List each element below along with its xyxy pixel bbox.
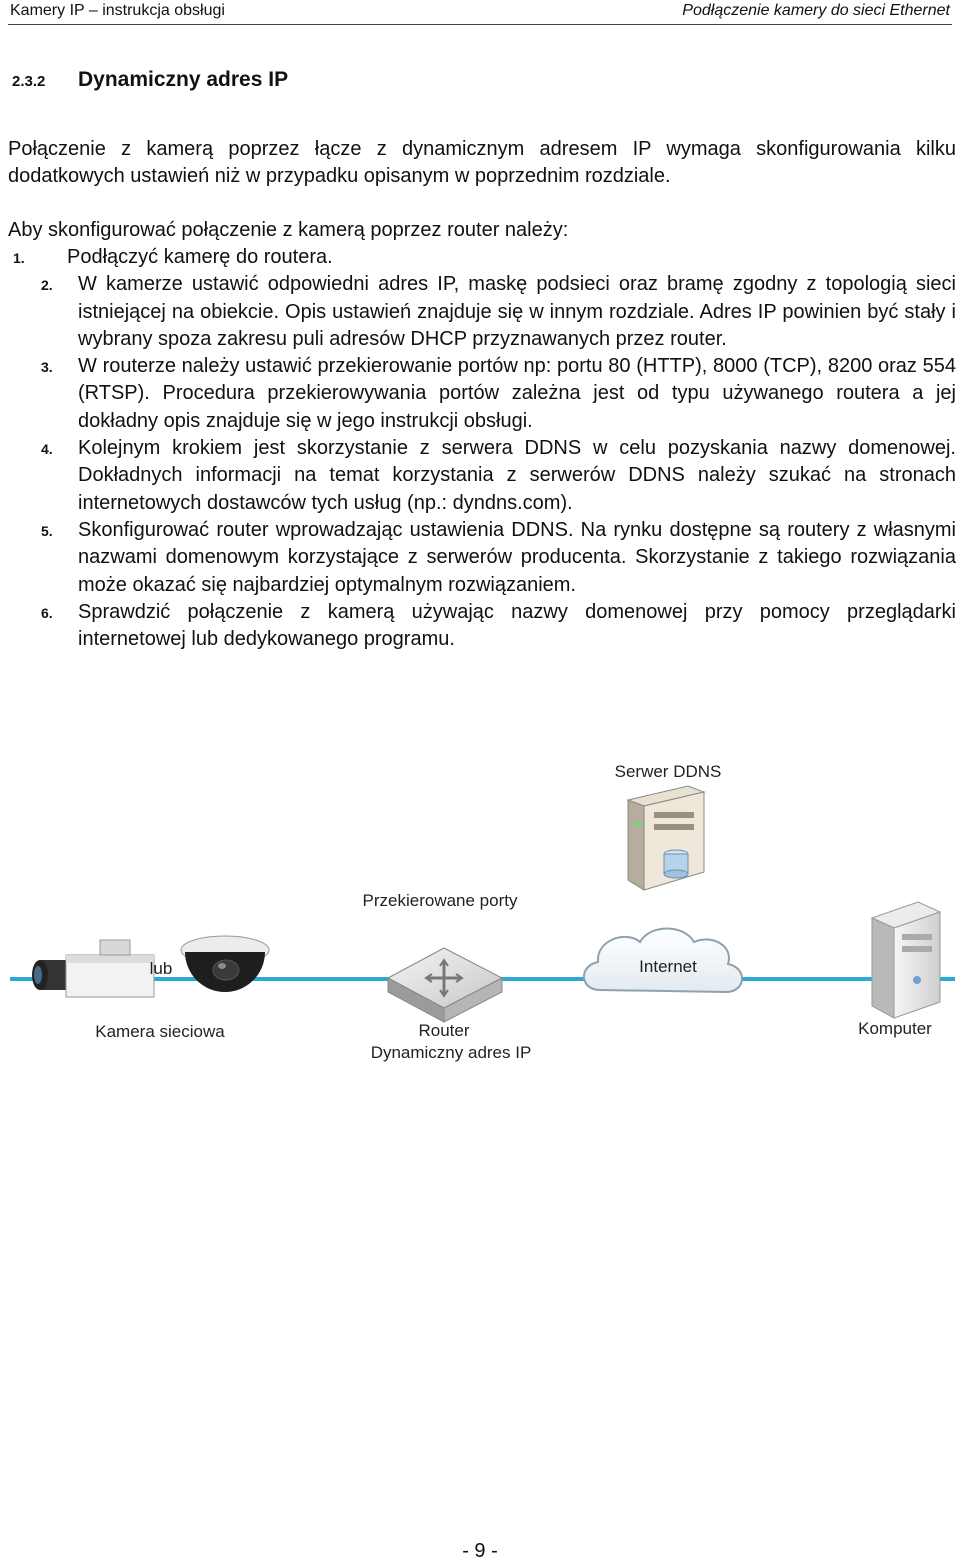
- list-item: [8, 353, 956, 435]
- computer-label: Komputer: [858, 1019, 932, 1038]
- step-number: 2.: [41, 277, 53, 294]
- page-number: - 9 -: [462, 1540, 498, 1562]
- list-item: [8, 599, 956, 654]
- steps-list: [8, 244, 956, 653]
- box-camera-icon: [32, 940, 154, 997]
- section-title: Dynamiczny adres IP: [78, 68, 289, 91]
- section-heading: [12, 68, 288, 92]
- internet-label: Internet: [639, 957, 697, 976]
- step-text: Skonfigurować router wprowadzając ustawienia DDNS. Na rynku dostępne są routery z własnymi nazwami domenowym korzystające z serwerów producenta. Skorzystanie z takiego rozwiązania może okazać się najbardziej optymalnym rozwiązaniem.: [78, 518, 956, 596]
- computer-icon: [872, 902, 940, 1018]
- camera-label: Kamera sieciowa: [95, 1022, 225, 1041]
- list-item: [8, 435, 956, 517]
- or-label: lub: [149, 959, 173, 978]
- header-document-title: Kamery IP – instrukcja obsługi: [10, 2, 225, 19]
- step-number: 1.: [13, 250, 25, 266]
- router-label: Router: [418, 1021, 470, 1040]
- list-item: [8, 517, 956, 599]
- network-diagram: [0, 740, 960, 1080]
- step-number: 3.: [41, 359, 53, 376]
- ports-label: Przekierowane porty: [362, 891, 518, 910]
- step-text: W kamerze ustawić odpowiedni adres IP, maskę podsieci oraz bramę zgodny z topologią sieci istniejącej na obiekcie. Opis ustawień znajduje się w innym rozdziale. Adres IP powinien być stały i wybrany spoza zakresu puli adresów DHCP przyznawanych przez router.: [78, 273, 956, 350]
- page-header: [8, 0, 952, 25]
- header-chapter-title: Podłączenie kamery do sieci Ethernet: [682, 2, 950, 19]
- step-number: 5.: [41, 522, 53, 539]
- list-item: [8, 244, 956, 271]
- section-number: 2.3.2: [12, 73, 46, 90]
- step-number: 4.: [41, 441, 53, 458]
- ddns-server-icon: [628, 786, 704, 890]
- router-icon: [388, 948, 502, 1022]
- steps-intro: Aby skonfigurować połączenie z kamerą poprzez router należy:: [8, 219, 569, 241]
- list-item: [8, 271, 956, 353]
- router-sub-label: Dynamiczny adres IP: [370, 1043, 532, 1062]
- step-text: W routerze należy ustawić przekierowanie portów np: portu 80 (HTTP), 8000 (TCP), 8200 oraz 554 (RTSP). Procedura przekierowywania portów zależna jest od typu używanego routera a jej dokładny opis znajduje się w jego instrukcji obsługi.: [78, 355, 956, 432]
- intro-paragraph: Połączenie z kamerą poprzez łącze z dynamicznym adresem IP wymaga skonfigurowania kilku dodatkowych ustawień niż w przypadku opisanym w poprzednim rozdziale.: [8, 138, 956, 187]
- ddns-server-label: Serwer DDNS: [614, 762, 722, 781]
- step-text: Kolejnym krokiem jest skorzystanie z serwera DDNS w celu pozyskania nazwy domenowej. Dokładnych informacji na temat korzystania z serwerów DDNS należy szukać na stronach internetowych dostawców tych usług (np.: dyndns.com).: [78, 437, 956, 514]
- step-text: Podłączyć kamerę do routera.: [67, 246, 333, 268]
- step-number: 6.: [41, 604, 53, 621]
- dome-camera-icon: [181, 936, 269, 992]
- step-text: Sprawdzić połączenie z kamerą używając nazwy domenowej przy pomocy przeglądarki internetowej lub dedykowanego programu.: [78, 600, 956, 651]
